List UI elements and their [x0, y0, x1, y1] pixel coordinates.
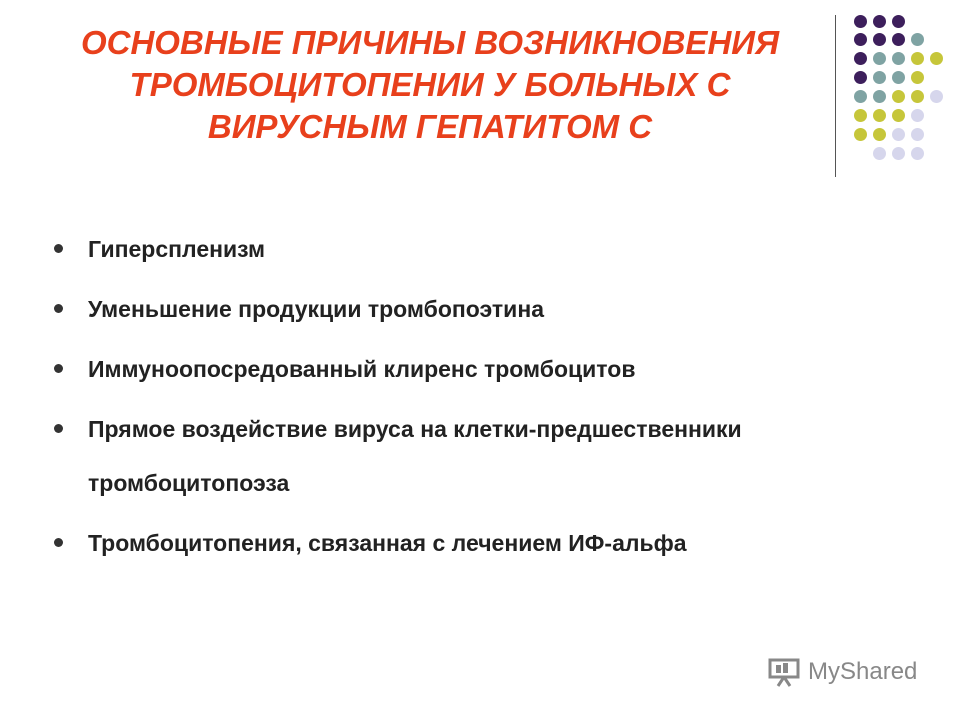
decor-dot — [873, 90, 886, 103]
decor-dot — [873, 33, 886, 46]
decor-dot — [854, 128, 867, 141]
decor-dot — [892, 90, 905, 103]
bullet-dot-icon — [54, 424, 63, 433]
decor-dot — [854, 52, 867, 65]
decor-dot — [873, 128, 886, 141]
decor-dot — [911, 52, 924, 65]
decor-dot — [854, 71, 867, 84]
decor-dot — [854, 15, 867, 28]
decor-dot — [873, 52, 886, 65]
decor-dot — [911, 147, 924, 160]
bullet-list — [50, 222, 930, 576]
list-item — [50, 402, 908, 510]
list-item — [50, 222, 930, 276]
title-line: ВИРУСНЫМ ГЕПАТИТОМ С — [207, 108, 653, 145]
decor-dot — [930, 52, 943, 65]
decor-dot — [854, 109, 867, 122]
title-line: ОСНОВНЫЕ ПРИЧИНЫ ВОЗНИКНОВЕНИЯ — [80, 24, 780, 61]
decorative-dot-grid — [850, 15, 950, 155]
title-divider — [835, 15, 836, 177]
bullet-text: Уменьшение продукции тромбопоэтина — [88, 296, 545, 322]
decor-dot — [930, 90, 943, 103]
decor-dot — [892, 147, 905, 160]
bullet-dot-icon — [54, 244, 63, 253]
decor-dot — [892, 71, 905, 84]
decor-dot — [911, 90, 924, 103]
slide-title — [40, 22, 820, 148]
decor-dot — [873, 15, 886, 28]
watermark-text: MyShared — [808, 658, 918, 685]
decor-dot — [911, 128, 924, 141]
list-item — [50, 516, 930, 570]
bullet-dot-icon — [54, 538, 63, 547]
bullet-text: Тромбоцитопения, связанная с лечением ИФ-альфа — [88, 530, 687, 556]
decor-dot — [892, 128, 905, 141]
bullet-text: Гиперспленизм — [88, 236, 266, 262]
decor-dot — [892, 52, 905, 65]
decor-dot — [873, 147, 886, 160]
decor-dot — [854, 33, 867, 46]
decor-dot — [892, 15, 905, 28]
presentation-board-icon — [768, 657, 802, 687]
decor-dot — [892, 33, 905, 46]
bullet-dot-icon — [54, 364, 63, 373]
decor-dot — [911, 33, 924, 46]
list-item — [50, 342, 930, 396]
myshared-watermark — [768, 657, 917, 687]
decor-dot — [892, 109, 905, 122]
decor-dot — [873, 109, 886, 122]
list-item — [50, 282, 930, 336]
decor-dot — [873, 71, 886, 84]
bullet-text: Иммуноопосредованный клиренс тромбоцитов — [88, 356, 636, 382]
bullet-text: Прямое воздействие вируса на клетки-предшественники тромбоцитопоэза — [88, 416, 742, 496]
decor-dot — [911, 71, 924, 84]
bullet-dot-icon — [54, 304, 63, 313]
decor-dot — [911, 109, 924, 122]
decor-dot — [854, 90, 867, 103]
title-line: ТРОМБОЦИТОПЕНИИ У БОЛЬНЫХ С — [129, 66, 731, 103]
